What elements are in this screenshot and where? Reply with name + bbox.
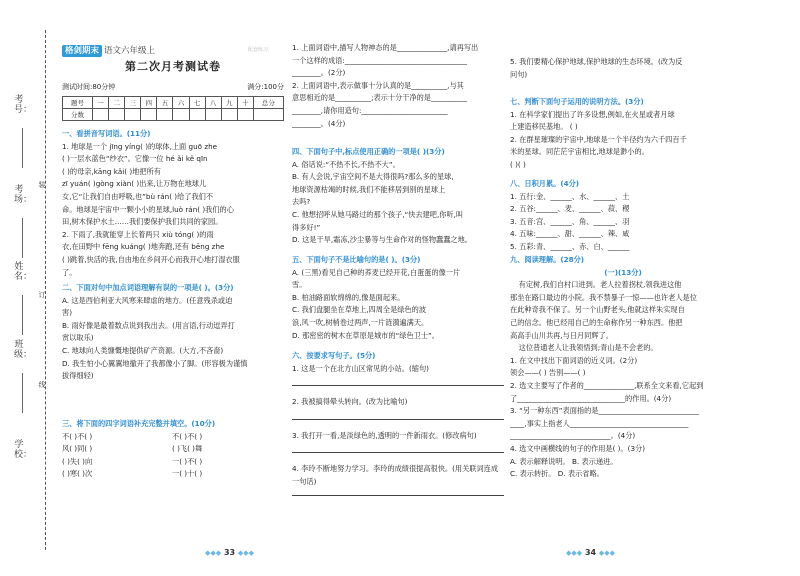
passage-line: 这位普通老人让我领悟到;青山是不会老的。 xyxy=(518,343,658,353)
question-line: 1. 地球是一个 jīng yíng( )的球体,上面 guō zhe xyxy=(62,141,218,151)
section-3 xyxy=(62,418,284,481)
fill-line: 2. 五谷:______、麦、______、菽、稷 xyxy=(510,204,630,214)
table-cell: 三 xyxy=(125,97,141,109)
table-cell: 分数 xyxy=(63,109,93,121)
score-input-cell[interactable] xyxy=(141,109,157,121)
passage-line: 己的信念。他已经用自己的生命称作另一种东西。他把 xyxy=(510,317,683,327)
section-6 xyxy=(292,350,504,496)
option-line: D. 这是干旱,霜冻,沙尘暴等与生命作对的怪物蠢蠢之地。 xyxy=(292,235,472,245)
question-line: ____________________________。(4分) xyxy=(510,431,636,441)
answer-line[interactable] xyxy=(292,409,504,420)
section-1 xyxy=(62,128,284,279)
idiom-row xyxy=(62,468,284,481)
page-number-left xyxy=(205,548,254,557)
fold-word: 订 xyxy=(38,291,46,299)
passage-line: 高高手山川共再,与日月同辉了。 xyxy=(510,330,613,340)
idiom-blank[interactable]: 不( )不( ) xyxy=(172,431,203,441)
sidebar-label-name: 姓名： xyxy=(14,262,33,282)
idiom-row xyxy=(62,431,284,444)
score-input-cell[interactable] xyxy=(109,109,125,121)
question-line: 一个这样的成语:__________________________________ xyxy=(292,55,467,65)
fill-line: 5. 五彩:青、______、赤、白、______ xyxy=(510,241,630,251)
passage-title: (一)(13分) xyxy=(604,267,642,277)
option-line: C. 他想招呼从她马路过的那个孩子,“快去建吧,你听,叫 xyxy=(292,209,464,219)
sidebar-write-line xyxy=(22,218,23,258)
table-cell: 四 xyxy=(141,97,157,109)
question-line: ________。(4分) xyxy=(292,118,346,128)
section-7 xyxy=(510,96,736,172)
question-line: 上建造移民基地。 ( ) xyxy=(510,122,578,132)
exam-meta xyxy=(62,82,284,92)
fill-line: 4. 五味:______、甜、______、辣、咸 xyxy=(510,229,630,239)
question-line: 3. “另一种东西”表面指的是____________________________ xyxy=(510,406,700,416)
fill-line: 1. 五行:金、______、水、______、土 xyxy=(510,191,630,201)
table-cell: 一 xyxy=(93,97,109,109)
score-table-header-row xyxy=(63,97,284,109)
question-line: 2. 下雨了,我就能穿上长着两只 xiù tóng( )的雨 xyxy=(62,229,214,239)
section-title: 一、看拼音写词语。(11分) xyxy=(62,129,151,138)
question-line: 意思相近的是__________;表示十分干净的是__________ xyxy=(292,93,467,103)
passage-line: 在此种奇我不保了。另一个山野老头,他就这样朱实现自 xyxy=(510,305,685,315)
passage-line: 那坐在路口最边的小院。我不禁暴子一惊——也许老人是位 xyxy=(510,292,697,302)
question-line: ________,请你用造句:________________________ xyxy=(292,105,448,115)
idiom-row xyxy=(62,443,284,456)
question-line: 1. 上面词语中,描写人物神态的是______________,请再写出 xyxy=(292,43,479,52)
score-table-score-row xyxy=(63,109,284,121)
section-title: 七、判断下面句子运用的说明方法。(3分) xyxy=(510,97,644,106)
option-line: 浪,风一吹,树梢卷过两声,一片涟漪遍满天。 xyxy=(292,317,429,327)
question-line: 问句) xyxy=(510,69,528,79)
question-line: ( )跳着,快活的我,自由地在乡间开心而我开心地打湿衣服 xyxy=(62,254,240,264)
exam-time: 测试时间:80分钟 xyxy=(62,83,116,91)
rewrite-item: 4. 李玲不断地努力学习。李玲的成绩很提高很快。(用关联词连成一句话) xyxy=(292,464,499,486)
score-input-cell[interactable] xyxy=(173,109,189,121)
question-line: 了。 xyxy=(62,267,77,277)
section-title: 二、下面对句中加点词语理解有误的一项是( )。(3分) xyxy=(62,283,234,292)
question-line: ____,事实上指老人_________________________________ xyxy=(510,418,689,428)
idiom-blank[interactable]: ( )寒( )次 xyxy=(62,469,93,479)
score-input-cell[interactable] xyxy=(205,109,221,121)
idiom-blank[interactable]: 一( )十( ) xyxy=(172,469,203,479)
score-input-cell[interactable] xyxy=(253,109,283,121)
question-line: 5. 我们要精心保护地球,保护地球的生态环境。(改为反 xyxy=(510,57,683,66)
question-line: ( )( ) xyxy=(510,159,526,169)
score-table xyxy=(62,96,284,121)
question-line: 了______________________________的作用。(4分) xyxy=(510,393,672,403)
option-line: 雪。 xyxy=(292,280,307,290)
binding-sidebar xyxy=(0,0,58,576)
section-4 xyxy=(292,146,504,247)
sidebar-label-class: 班级： xyxy=(14,340,33,360)
question-line: 1. 在科学家们提出了许多设想,例如,在火星或者月球 xyxy=(510,109,675,119)
sidebar-label-exam-no: 考号： xyxy=(14,95,33,115)
option-line: A. 表示解释说明。 B. 表示递进。 xyxy=(510,456,618,466)
score-input-cell[interactable] xyxy=(125,109,141,121)
option-line: 害) xyxy=(62,308,72,318)
option-line: A. (三黑)看见自己种的荞麦已经开花,白蛋蛋的像一片 xyxy=(292,267,461,277)
option-line: C. 我们盘腿坐在草地上,四周全是绿色的波 xyxy=(292,305,427,315)
answer-line[interactable] xyxy=(292,489,504,496)
option-line: A. 这是西伯利亚大风寒来肆虐的地方。(任意残杀或迫 xyxy=(62,295,233,305)
page-number: 33 xyxy=(223,548,236,557)
question-line: ________。(2分) xyxy=(292,68,346,78)
table-cell: 五 xyxy=(157,97,173,109)
sidebar-write-line xyxy=(22,295,23,335)
idiom-blank[interactable]: 一( )不( ) xyxy=(172,456,203,466)
option-line: B. 有人会说,宇宙空间不是大得很吗?那么多的星球, xyxy=(292,172,454,182)
question-line: 命。地球是宇宙中一颗小小的星球,luò rán( )我们的心 xyxy=(62,204,234,214)
score-input-cell[interactable] xyxy=(237,109,253,121)
sidebar-label-room: 考场： xyxy=(14,185,33,205)
option-line: 赏以取乐) xyxy=(62,333,94,343)
option-line: C. 地球向人类慷慨地提供矿产资源。(大方,不吝啬) xyxy=(62,345,224,355)
brand-header xyxy=(62,44,155,56)
question-line: 衣,在田野中 fēng kuáng( )地奔跑,还有 bēng zhe xyxy=(62,242,225,252)
question-line: 米的星球。同茫茫宇宙相比,地球是渺小的。 xyxy=(510,147,649,157)
option-line: 地球资源枯竭的时候,我们不能移居到别的星球上 xyxy=(292,184,446,194)
rewrite-item: 1. 这是一个在北方山区常见的小站。(缩句) xyxy=(292,363,429,373)
section-2 xyxy=(62,282,284,383)
rewrite-question-5 xyxy=(510,56,736,81)
section-title: 五、下面句子不是比喻句的是( )。(3分) xyxy=(292,255,421,264)
question-line: 4. 选文中画横线的句子的作用是( )。(3分) xyxy=(510,443,646,453)
vocab-questions xyxy=(292,42,504,130)
sidebar-write-line xyxy=(22,128,23,168)
fold-word: 线 xyxy=(38,381,46,389)
idiom-blank[interactable]: ( )失( )向 xyxy=(62,456,93,466)
sidebar-write-line xyxy=(22,373,23,413)
question-line: 2. 选文主要写了作者的______________,联系全文来看,它起到 xyxy=(510,380,704,390)
table-cell: 十 xyxy=(237,97,253,109)
score-input-cell[interactable] xyxy=(189,109,205,121)
fold-word: 装 xyxy=(38,181,46,189)
table-cell: 六 xyxy=(173,97,189,109)
question-line: 2. 上面词语中,表示做事十分认真的是__________,与其 xyxy=(292,80,464,90)
page-number-ornament: ◆◆◆ xyxy=(566,549,583,557)
answer-line[interactable] xyxy=(292,442,504,453)
question-line: 2. 在群星璀璨的宇宙中,地球是一个半径约为六千四百千 xyxy=(510,134,687,144)
table-cell: 九 xyxy=(221,97,237,109)
question-line: ( )的母亲,kāng kǎi( )地把所有 xyxy=(62,166,161,176)
section-9 xyxy=(510,254,736,481)
idiom-row xyxy=(62,456,284,469)
option-line: D. 我生怕小心翼翼地撤开了我都像小了脚。(形容极为谨慎 xyxy=(62,358,248,368)
option-line: B. 雨好像是最着数点说到我出去。(用言语,行动逗弄打 xyxy=(62,320,235,330)
option-line: D. 那密密的树木在草原是城市的“绿色卫士”。 xyxy=(292,330,439,340)
answer-line[interactable] xyxy=(292,375,504,386)
page-number-ornament: ◆◆◆ xyxy=(598,549,616,557)
option-line: C. 表示转折。 D. 表示省略。 xyxy=(510,469,604,479)
fill-line: 3. 五音:宫、______、角、______、羽 xyxy=(510,216,630,226)
question-line: zī yuán( )gòng xiàn( )出来,让万物在地球儿 xyxy=(62,179,207,189)
score-input-cell[interactable] xyxy=(221,109,237,121)
section-5 xyxy=(292,254,504,342)
page-number-ornament: ◆◆◆ xyxy=(237,549,255,557)
section-title: 八、日积月累。(4分) xyxy=(510,179,580,188)
section-8 xyxy=(510,178,736,254)
option-line: 去吗? xyxy=(292,197,311,207)
score-input-cell[interactable] xyxy=(93,109,109,121)
table-cell: 题号 xyxy=(63,97,93,109)
question-line: 田,树木保护水土……我们要保护我们共同的家园。 xyxy=(62,217,223,227)
section-title: 四、下面句子中,标点使用正确的一项是( )(3分) xyxy=(292,147,445,156)
page-number-ornament: ◆◆◆ xyxy=(205,549,222,557)
table-cell: 总分 xyxy=(253,97,283,109)
question-line: ( )一层水蓝色“纱衣”。它像一位 hé ǎi kě qīn xyxy=(62,154,208,164)
brand-logo: 格剑期末 xyxy=(62,45,102,57)
section-title: 九、阅读理解。(28分) xyxy=(510,255,585,264)
page-number: 34 xyxy=(584,548,597,557)
question-line: 领会——( ) 告别——( ) xyxy=(510,368,586,378)
rewrite-item: 3. 我打开一看,是淡绿色的,透明的一件新雨衣。(修改病句) xyxy=(292,430,477,440)
option-line: 得多好!” xyxy=(292,222,321,232)
table-cell: 八 xyxy=(205,97,221,109)
passage-line: 有定树,我们自村口进到。老人拉着拐杖,领我进这他 xyxy=(518,280,682,290)
page-number-right xyxy=(566,548,615,557)
section-title: 三、将下面的四字词语补充完整并填空。(10分) xyxy=(62,419,216,428)
option-line: 拔得细轻) xyxy=(62,371,94,381)
brand-subtitle: 语文六年级上 xyxy=(104,46,156,56)
sidebar-label-school: 学校： xyxy=(14,440,33,460)
score-input-cell[interactable] xyxy=(157,109,173,121)
corner-tag: 配套练习 xyxy=(248,47,269,53)
exam-full-score: 满分:100分 xyxy=(247,83,284,91)
idiom-blank[interactable]: 风( )同( ) xyxy=(62,444,93,454)
table-cell: 二 xyxy=(109,97,125,109)
table-cell: 七 xyxy=(189,97,205,109)
option-line: B. 柏油路面软绵绵的,像是面起来。 xyxy=(292,292,405,302)
rewrite-item: 2. 我被搞得晕头转向。(改为比喻句) xyxy=(292,397,408,407)
option-line: A. 俗话说:“不热不长,不热不大”。 xyxy=(292,159,400,169)
page-title: 第二次月考测试卷 xyxy=(125,60,221,73)
idiom-blank[interactable]: 不( )不( ) xyxy=(62,431,93,441)
idiom-blank[interactable]: ( )飞( )舞 xyxy=(172,444,203,454)
section-title: 六、按要求写句子。(5分) xyxy=(292,351,376,360)
question-line: 1. 在文中找出下面词语的近义词。(2分) xyxy=(510,355,638,365)
question-line: 女,它“让我们自由呼吸,也”bù rán( )给了我们不 xyxy=(62,191,214,201)
